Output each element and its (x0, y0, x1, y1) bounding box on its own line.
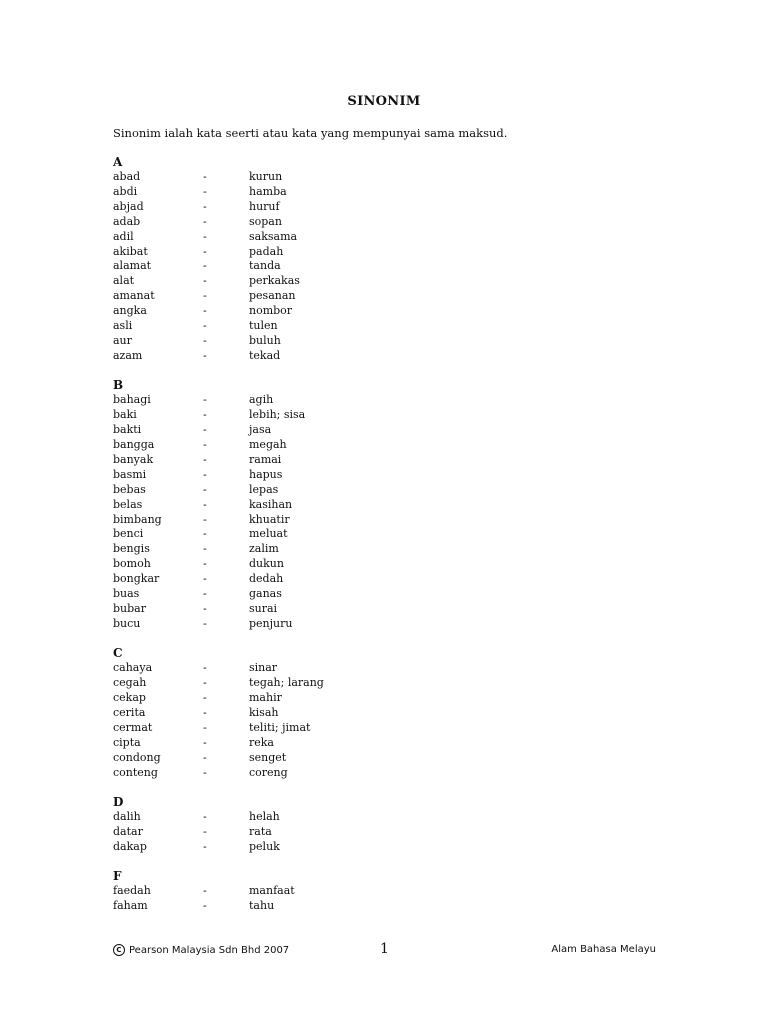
section-letter: D (113, 795, 124, 810)
entry-word: buas (113, 587, 140, 601)
entry-word: angka (113, 304, 147, 318)
entry-row (113, 751, 673, 766)
entry-dash: - (203, 497, 207, 511)
entry-synonym: jasa (249, 423, 272, 437)
entry-row (113, 170, 673, 185)
entry-dash: - (203, 452, 207, 466)
entry-dash: - (203, 333, 207, 347)
entry-synonym: ramai (249, 452, 282, 466)
entry-dash: - (203, 244, 207, 258)
entry-dash: - (203, 408, 207, 422)
entry-dash: - (203, 214, 207, 228)
entry-dash: - (203, 601, 207, 615)
section-letter: C (113, 646, 123, 661)
entry-row (113, 498, 673, 513)
entry-row (113, 274, 673, 289)
entry-row (113, 661, 673, 676)
entry-dash: - (203, 839, 207, 853)
entry-row (113, 810, 673, 825)
entry-synonym: reka (249, 735, 274, 749)
entry-row (113, 557, 673, 572)
entry-synonym: pesanan (249, 289, 296, 303)
entry-row (113, 334, 673, 349)
entry-synonym: megah (249, 438, 287, 451)
entry-word: adil (113, 229, 134, 243)
entry-row (113, 289, 673, 304)
entry-word: bahagi (113, 393, 151, 407)
section-b (113, 378, 673, 632)
entry-dash: - (203, 467, 207, 481)
entry-word: bubar (113, 601, 146, 615)
entry-row (113, 840, 673, 855)
entry-dash: - (203, 557, 207, 571)
entry-row (113, 527, 673, 542)
entry-dash: - (203, 616, 207, 630)
entry-synonym: penjuru (249, 616, 293, 630)
page-title: SINONIM (347, 94, 421, 109)
entry-row (113, 513, 673, 528)
entry-row (113, 438, 673, 453)
entry-synonym: coreng (249, 765, 288, 779)
entry-word: faedah (113, 884, 151, 898)
entry-dash: - (203, 259, 207, 273)
entry-word: cipta (113, 735, 141, 749)
entry-row (113, 349, 673, 364)
section-letter: B (113, 378, 124, 393)
entry-row (113, 304, 673, 319)
entry-synonym: lebih; sisa (249, 408, 306, 422)
entry-dash: - (203, 289, 207, 303)
entry-synonym: hamba (249, 184, 287, 198)
entry-synonym: ganas (249, 587, 282, 601)
entry-word: condong (113, 750, 161, 764)
section-f (113, 869, 673, 914)
entry-word: abdi (113, 184, 138, 198)
copyright-text: Pearson Malaysia Sdn Bhd 2007 (129, 944, 290, 956)
entry-word: cahaya (113, 661, 153, 675)
entry-synonym: helah (249, 810, 280, 824)
entry-row (113, 200, 673, 215)
entry-synonym: tegah; larang (249, 676, 324, 690)
entry-row (113, 736, 673, 751)
entry-word: alamat (113, 259, 152, 273)
entry-synonym: meluat (249, 527, 288, 541)
entry-synonym: tekad (249, 348, 281, 362)
entry-synonym: sinar (249, 661, 278, 675)
section-a (113, 155, 673, 364)
entry-dash: - (203, 735, 207, 749)
entry-word: bebas (113, 482, 146, 496)
entry-word: dalih (113, 810, 141, 824)
entry-row (113, 676, 673, 691)
entry-word: benci (113, 527, 144, 541)
entry-word: azam (113, 348, 143, 362)
entry-word: bomoh (113, 557, 151, 571)
entry-word: bangga (113, 438, 155, 451)
book-title: Alam Bahasa Melayu (551, 944, 656, 955)
entry-row (113, 468, 673, 483)
entry-dash: - (203, 170, 207, 183)
entry-row (113, 721, 673, 736)
entry-dash: - (203, 824, 207, 838)
entry-word: asli (113, 319, 133, 333)
entry-word: conteng (113, 765, 158, 779)
entry-word: baki (113, 408, 137, 422)
entry-synonym: saksama (249, 229, 298, 243)
entry-synonym: padah (249, 244, 284, 258)
section-letter: A (113, 155, 123, 169)
entry-synonym: perkakas (249, 274, 300, 288)
entry-word: cermat (113, 720, 153, 734)
entry-row (113, 393, 673, 408)
entry-dash: - (203, 423, 207, 437)
entry-dash: - (203, 676, 207, 690)
entry-dash: - (203, 691, 207, 705)
entry-synonym: manfaat (249, 884, 295, 898)
entry-dash: - (203, 393, 207, 407)
entry-dash: - (203, 810, 207, 824)
entry-synonym: senget (249, 750, 287, 764)
entry-synonym: khuatir (249, 512, 290, 526)
entry-row (113, 483, 673, 498)
entry-row (113, 185, 673, 200)
entry-row (113, 542, 673, 557)
entry-dash: - (203, 750, 207, 764)
entry-dash: - (203, 482, 207, 496)
entry-dash: - (203, 720, 207, 734)
entry-synonym: surai (249, 601, 278, 615)
entry-row (113, 572, 673, 587)
entry-dash: - (203, 304, 207, 318)
entry-dash: - (203, 542, 207, 556)
synonym-list (113, 155, 673, 929)
entry-dash: - (203, 884, 207, 898)
entry-row (113, 899, 673, 914)
entry-word: belas (113, 497, 143, 511)
entry-row (113, 706, 673, 721)
entry-synonym: zalim (249, 542, 279, 556)
entry-word: cerita (113, 706, 146, 719)
entry-word: datar (113, 824, 143, 838)
entry-dash: - (203, 587, 207, 601)
entry-row (113, 319, 673, 334)
entry-word: bongkar (113, 572, 160, 586)
entry-word: banyak (113, 452, 154, 466)
entry-word: bimbang (113, 512, 162, 526)
page-footer (113, 941, 656, 960)
entry-word: bucu (113, 616, 141, 630)
entry-word: abjad (113, 199, 144, 213)
entry-synonym: tanda (249, 259, 281, 273)
entry-row (113, 617, 673, 632)
entry-dash: - (203, 512, 207, 526)
entry-word: bengis (113, 542, 150, 556)
entry-synonym: dukun (249, 557, 284, 571)
entry-dash: - (203, 899, 207, 913)
entry-synonym: tulen (249, 319, 278, 333)
entry-dash: - (203, 438, 207, 451)
entry-dash: - (203, 184, 207, 198)
entry-word: akibat (113, 244, 148, 258)
entry-row (113, 884, 673, 899)
entry-dash: - (203, 348, 207, 362)
entry-row (113, 230, 673, 245)
entry-row (113, 766, 673, 781)
entry-row (113, 587, 673, 602)
entry-row (113, 825, 673, 840)
entry-row (113, 259, 673, 274)
entry-word: dakap (113, 839, 147, 853)
entry-synonym: kisah (249, 706, 279, 719)
entry-dash: - (203, 661, 207, 675)
entry-dash: - (203, 706, 207, 719)
entry-synonym: mahir (249, 691, 282, 705)
entry-word: basmi (113, 467, 147, 481)
entry-word: cekap (113, 691, 146, 705)
entry-dash: - (203, 199, 207, 213)
entry-synonym: lepas (249, 482, 279, 496)
entry-synonym: buluh (249, 333, 281, 347)
entry-word: adab (113, 214, 141, 228)
entry-row (113, 408, 673, 423)
entry-synonym: kurun (249, 170, 283, 183)
entry-synonym: kasihan (249, 497, 293, 511)
entry-synonym: dedah (249, 572, 284, 586)
entry-dash: - (203, 765, 207, 779)
entry-synonym: tahu (249, 899, 275, 913)
intro-text: Sinonim ialah kata seerti atau kata yang mempunyai sama maksud. (113, 126, 508, 140)
entry-row (113, 215, 673, 230)
entry-row (113, 453, 673, 468)
entry-word: faham (113, 899, 148, 913)
entry-synonym: nombor (249, 304, 293, 318)
entry-synonym: agih (249, 393, 274, 407)
page-number: 1 (380, 941, 389, 957)
copyright-icon: C (113, 944, 125, 956)
entry-synonym: sopan (249, 214, 282, 228)
entry-synonym: huruf (249, 199, 280, 213)
entry-row (113, 245, 673, 260)
entry-synonym: teliti; jimat (249, 720, 311, 734)
entry-row (113, 423, 673, 438)
entry-word: bakti (113, 423, 142, 437)
entry-row (113, 602, 673, 617)
entry-word: amanat (113, 289, 155, 303)
entry-word: aur (113, 333, 132, 347)
entry-dash: - (203, 274, 207, 288)
copyright (113, 944, 289, 956)
entry-dash: - (203, 572, 207, 586)
entry-word: abad (113, 170, 141, 183)
entry-row (113, 691, 673, 706)
entry-dash: - (203, 229, 207, 243)
section-c (113, 646, 673, 780)
entry-synonym: rata (249, 824, 272, 838)
section-letter: F (113, 869, 122, 884)
entry-dash: - (203, 319, 207, 333)
entry-word: cegah (113, 676, 147, 690)
entry-synonym: peluk (249, 839, 280, 853)
entry-synonym: hapus (249, 467, 283, 481)
entry-word: alat (113, 274, 135, 288)
section-d (113, 795, 673, 855)
entry-dash: - (203, 527, 207, 541)
